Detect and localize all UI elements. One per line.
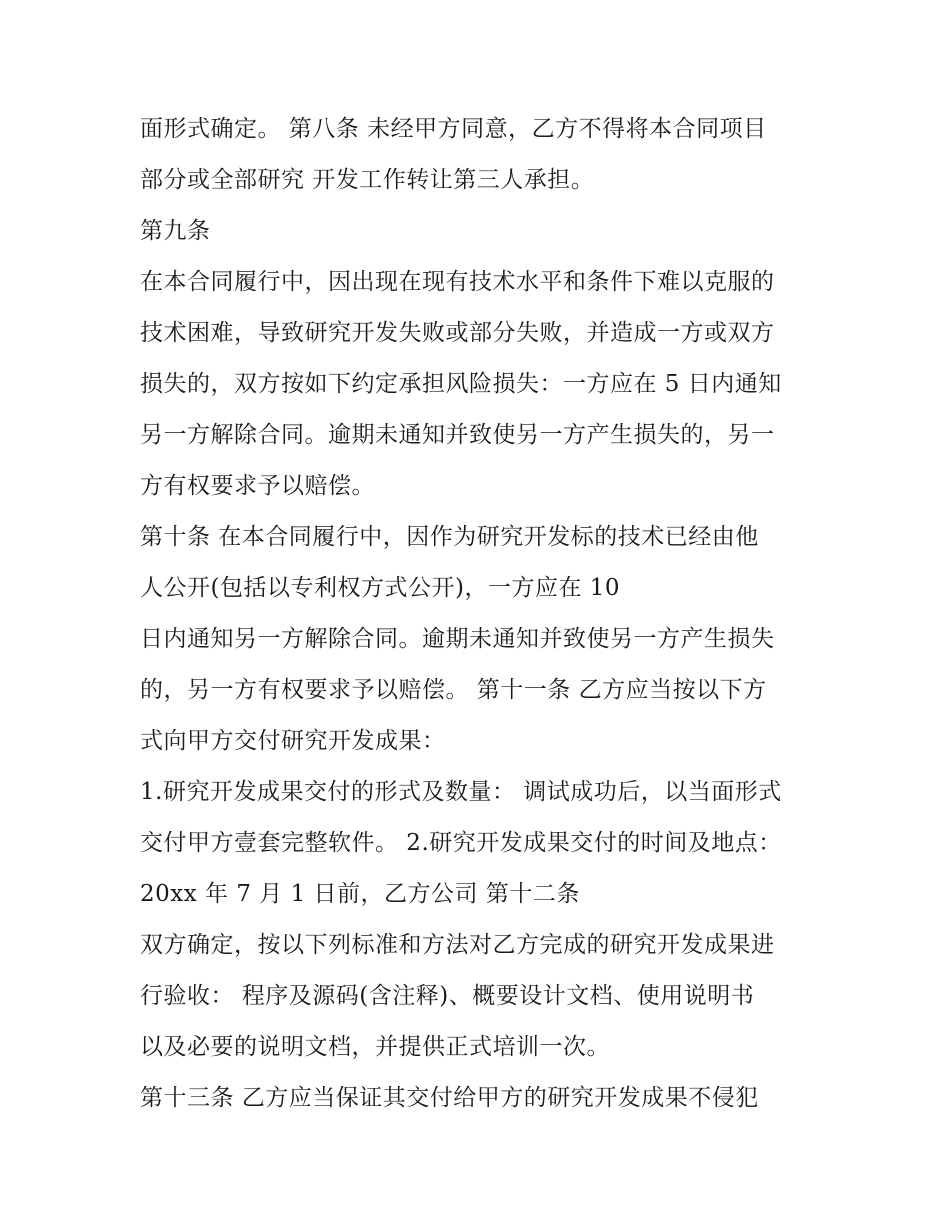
text-line: 第十条 在本合同履行中，因作为研究开发标的技术已经由他 (140, 524, 759, 550)
document-body (140, 104, 830, 1124)
text-line: 在本合同履行中，因出现在现有技术水平和条件下难以克服的 (140, 269, 775, 295)
text-line: 另一方解除合同。逾期未通知并致使另一方产生损失的，另一 (140, 422, 775, 448)
text-line: 双方确定，按以下列标准和方法对乙方完成的研究开发成果进 (140, 932, 775, 958)
text-line: 技术困难，导致研究开发失败或部分失败，并造成一方或双方 (140, 320, 775, 346)
text-line: 部分或全部研究 开发工作转让第三人承担。 (140, 167, 595, 193)
text-line: 人公开(包括以专利权方式公开)，一方应在 10 (140, 575, 621, 601)
text-line: 式向甲方交付研究开发成果： (140, 728, 446, 754)
text-line: 的，另一方有权要求予以赔偿。 第十一条 乙方应当按以下方 (140, 677, 767, 703)
text-line: 1.研究开发成果交付的形式及数量： 调试成功后，以当面形式 (140, 779, 782, 805)
text-line: 日内通知另一方解除合同。逾期未通知并致使另一方产生损失 (140, 626, 775, 652)
text-line: 交付甲方壹套完整软件。 2.研究开发成果交付的时间及地点： (140, 830, 782, 856)
text-line: 行验收： 程序及源码(含注释)、概要设计文档、使用说明书 (140, 983, 755, 1009)
text-line: 以及必要的说明文档，并提供正式培训一次。 (140, 1034, 610, 1060)
text-line: 第十三条 乙方应当保证其交付给甲方的研究开发成果不侵犯 (140, 1085, 759, 1111)
text-line: 方有权要求予以赔偿。 (140, 473, 375, 499)
section-heading: 第九条 (140, 218, 211, 244)
text-line: 20xx 年 7 月 1 日前，乙方公司 第十二条 (140, 881, 580, 907)
text-line: 损失的，双方按如下约定承担风险损失：一方应在 5 日内通知 (140, 371, 782, 397)
text-line: 面形式确定。 第八条 未经甲方同意，乙方不得将本合同项目 (140, 116, 767, 142)
